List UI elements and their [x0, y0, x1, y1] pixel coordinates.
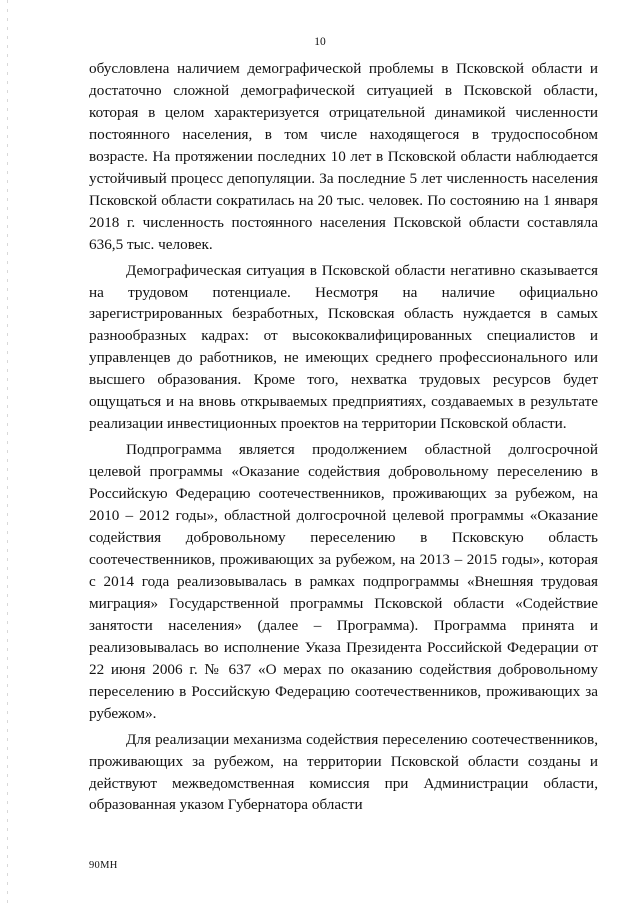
- paragraph-continuation: обусловлена наличием демографической проблемы в Псковской области и достаточно сложной демографической ситуацией в Псковской области, которая в целом характеризуется отрицательной динамикой численности постоянного населения, в том числе находящегося в трудоспособном возрасте. На протяжении последних 10 лет в Псковской области наблюдается устойчивый процесс депопуляции. За последние 5 лет численность населения Псковской области сократилась на 20 тыс. человек. По состоянию на 1 января 2018 г. численность постоянного населения Псковской области составляла 636,5 тыс. человек.: [89, 60, 598, 253]
- scan-margin-line: [7, 0, 8, 905]
- page-number: 10: [314, 36, 326, 48]
- paragraph-demographic-situation: Демографическая ситуация в Псковской области негативно сказывается на трудовом потенциале. Несмотря на наличие официально зарегистрированных безработных, Псковская область нуждается в самых разнообразных кадрах: от высококвалифицированных специалистов и управленцев до работников, не имеющих среднего профессионального или высшего образования. Кроме того, нехватка трудовых ресурсов будет ощущаться и на вновь открываемых предприятиях, создаваемых в результате реализации инвестиционных проектов на территории Псковской области.: [89, 261, 598, 433]
- document-body: [89, 58, 598, 816]
- footer-code: 90МН: [89, 860, 118, 871]
- paragraph-implementation: Для реализации механизма содействия переселению соотечественников, проживающих за рубежом, на территории Псковской области созданы и действуют межведомственная комиссия при Администрации области, образованная указом Губернатора области: [89, 730, 598, 814]
- paragraph-subprogram: Подпрограмма является продолжением областной долгосрочной целевой программы «Оказание содействия добровольному переселению в Российскую Федерацию соотечественников, проживающих за рубежом, на 2010 – 2012 годы», областной долгосрочной целевой программы «Оказание содействия добровольному переселению в Псковскую область соотечественников, проживающих за рубежом, на 2013 – 2015 годы», которая с 2014 года реализовывалась в рамках подпрограммы «Внешняя трудовая миграция» Государственной программы Псковской области «Содействие занятости населения» (далее – Программа). Программа принята и реализовывалась во исполнение Указа Президента Российской Федерации от 22 июня 2006 г. № 637 «О мерах по оказанию содействия добровольному переселению в Российскую Федерацию соотечественников, проживающих за рубежом».: [89, 441, 598, 722]
